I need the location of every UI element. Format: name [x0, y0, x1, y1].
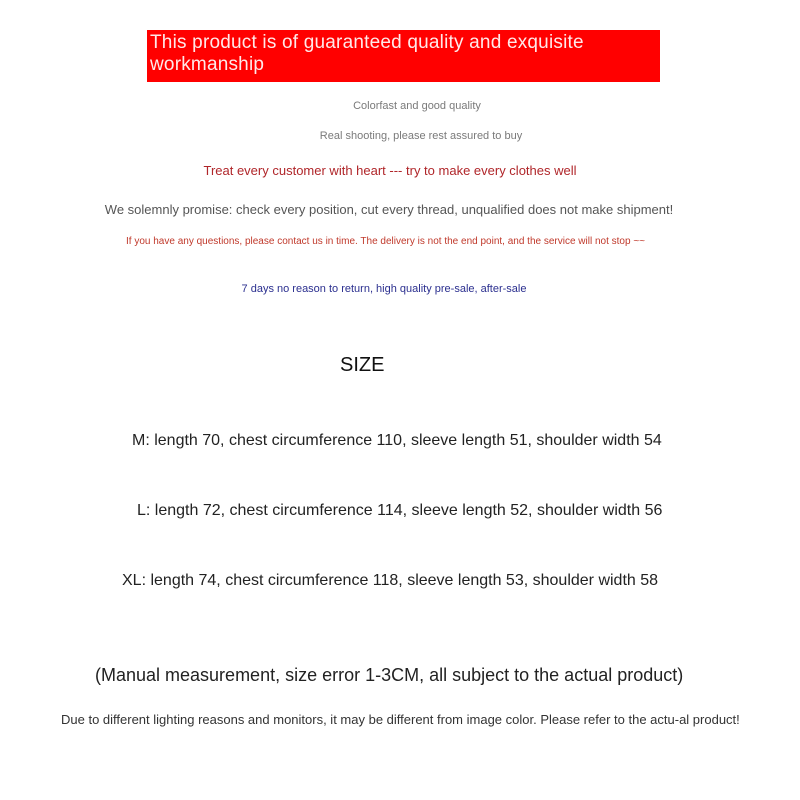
size-row-m: M: length 70, chest circumference 110, sleeve length 51, shoulder width 54 — [132, 432, 662, 449]
quality-banner: This product is of guaranteed quality and exquisite workmanship — [147, 30, 660, 82]
colorfast-text: Colorfast and good quality — [353, 100, 481, 112]
questions-text: If you have any questions, please contact us in time. The delivery is not the end point, and the service will not stop ~~ — [126, 236, 646, 247]
measurement-note: (Manual measurement, size error 1-3CM, all subject to the actual product) — [95, 665, 684, 685]
color-disclaimer: Due to different lighting reasons and monitors, it may be different from image color. Please refer to the actu-al product! — [61, 712, 740, 727]
return-policy-text: 7 days no reason to return, high quality pre-sale, after-sale — [241, 283, 527, 295]
promise-text: We solemnly promise: check every position, cut every thread, unqualified does not make shipment! — [104, 202, 674, 217]
size-row-xl: XL: length 74, chest circumference 118, sleeve length 53, shoulder width 58 — [122, 572, 659, 589]
size-title: SIZE — [340, 354, 385, 376]
size-row-l: L: length 72, chest circumference 114, sleeve length 52, shoulder width 56 — [137, 502, 663, 519]
real-shooting-text: Real shooting, please rest assured to buy — [319, 130, 523, 142]
treat-customer-text: Treat every customer with heart --- try to make every clothes well — [203, 163, 577, 178]
